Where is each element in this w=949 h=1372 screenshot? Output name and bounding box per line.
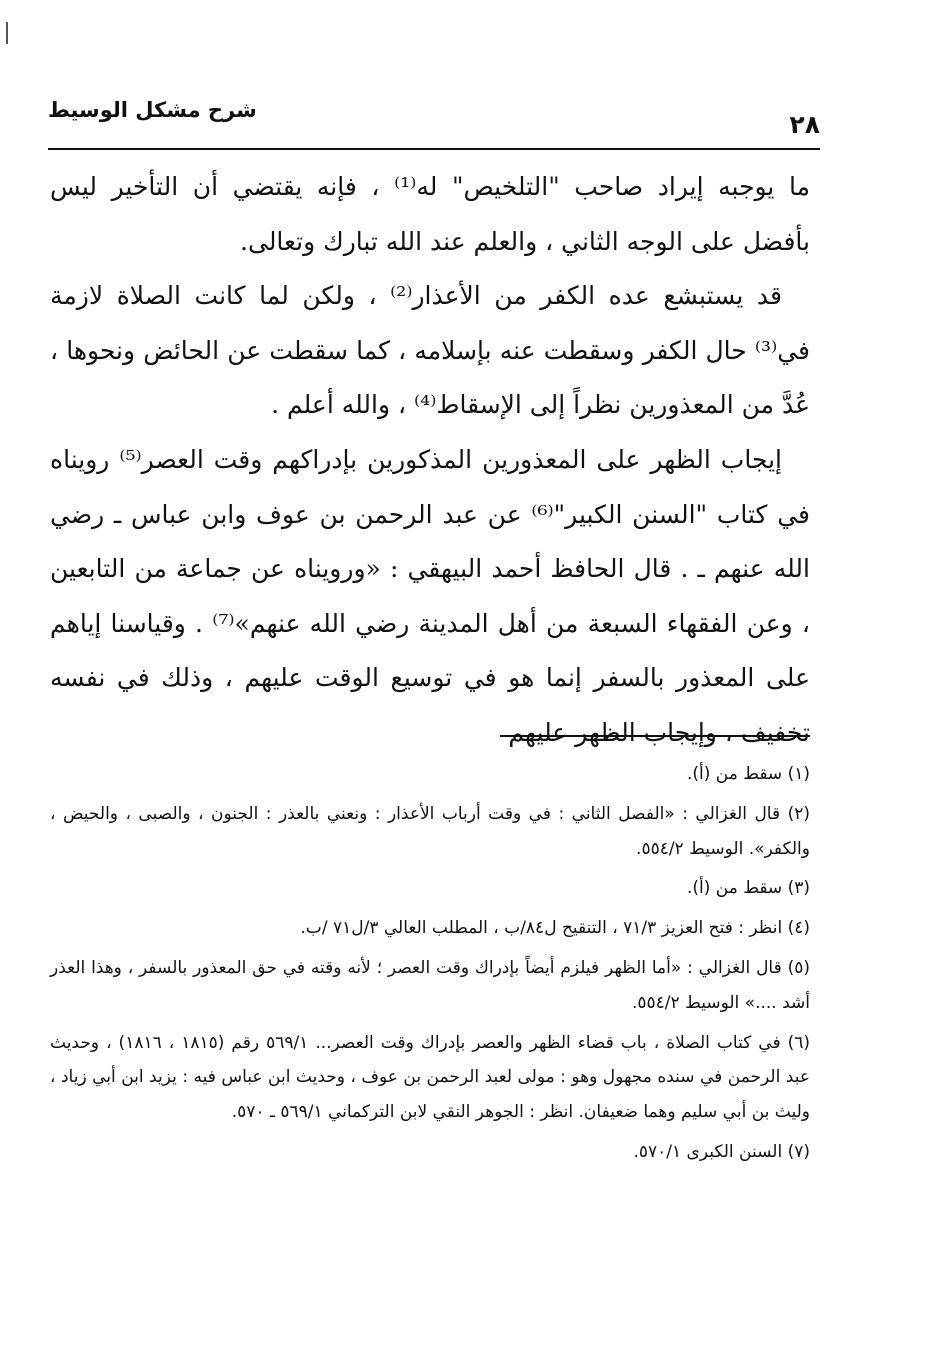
paragraph: قد يستبشع عده الكفر من الأعذار⁽²⁾ ، ولكن لما كانت الصلاة لازمة في⁽³⁾ حال الكفر وسقطت عنه بإسلامه ، كما سقطت عن الحائض ونحوها ، عُدَّ من المعذورين نظراً إلى الإسقاط⁽⁴⁾ ، والله أعلم . xyxy=(50,281,810,420)
footnote-4: (٤) انظر : فتح العزيز ٧١/٣ ، التنقيح ل٨٤/ب ، المطلب العالي ٣/ل٧١ /ب. xyxy=(300,918,810,939)
scan-edge-mark xyxy=(6,22,8,44)
footnote-5: (٥) قال الغزالي : «أما الظهر فيلزم أيضاً بإدراك وقت العصر ؛ لأنه وقته في حق المعذور بالسفر ، وهذا العذر أشد ....» الوسيط ٥٥٤/٢. xyxy=(50,957,810,1013)
paragraph: إيجاب الظهر على المعذورين المذكورين بإدراكهم وقت العصر⁽⁵⁾ رويناه في كتاب "السنن الكبير"⁽⁶⁾ عن عبد الرحمن بن عوف وابن عباس ـ رضي الله عنهم ـ . قال الحافظ أحمد البيهقي : «ورويناه عن جماعة من التابعين ، وعن الفقهاء السبعة من أهل المدينة رضي الله عنهم»⁽⁷⁾ . وقياسنا إياهم على المعذور بالسفر إنما هو في توسيع الوقت عليهم ، وذلك في نفسه تخفيف ، وإيجاب الظهر عليهم xyxy=(50,444,810,747)
footnote-2: (٢) قال الغزالي : «الفصل الثاني : في وقت أرباب الأعذار : ونعني بالعذر : الجنون ، والصبى ، والحيض ، والكفر». الوسيط ٥٥٤/٢. xyxy=(50,803,810,859)
page-number: ٢٨ xyxy=(789,110,820,139)
footnote-separator xyxy=(500,735,810,737)
footnote-1: (١) سقط من (أ). xyxy=(686,764,810,784)
footnote-7: (٧) السنن الكبرى ٥٧٠/١. xyxy=(633,1141,810,1162)
main-text xyxy=(50,160,810,761)
footnote-6: (٦) في كتاب الصلاة ، باب قضاء الظهر والعصر بإدراك وقت العصر... ٥٦٩/١ رقم (١٨١٥ ، ١٨١٦) ، وحديث عبد الرحمن في سنده مجهول وهو : مولى لعبد الرحمن بن عوف ، وحديث ابن عباس فيه : يزيد ابن أبي زياد ، وليث بن أبي سليم وهما ضعيفان. انظر : الجوهر النقي لابن التركماني ٥٦٩/١ ـ ٥٧٠. xyxy=(50,1032,811,1123)
footnote-3: (٣) سقط من (أ). xyxy=(686,878,810,899)
footnotes xyxy=(50,757,810,1175)
page-header xyxy=(48,98,820,150)
paragraph: ما يوجبه إيراد صاحب "التلخيص" له⁽¹⁾ ، فإنه يقتضي أن التأخير ليس بأفضل على الوجه الثاني ، والعلم عند الله تبارك وتعالى. xyxy=(50,172,810,256)
running-title: شرح مشكل الوسيط xyxy=(48,98,257,122)
